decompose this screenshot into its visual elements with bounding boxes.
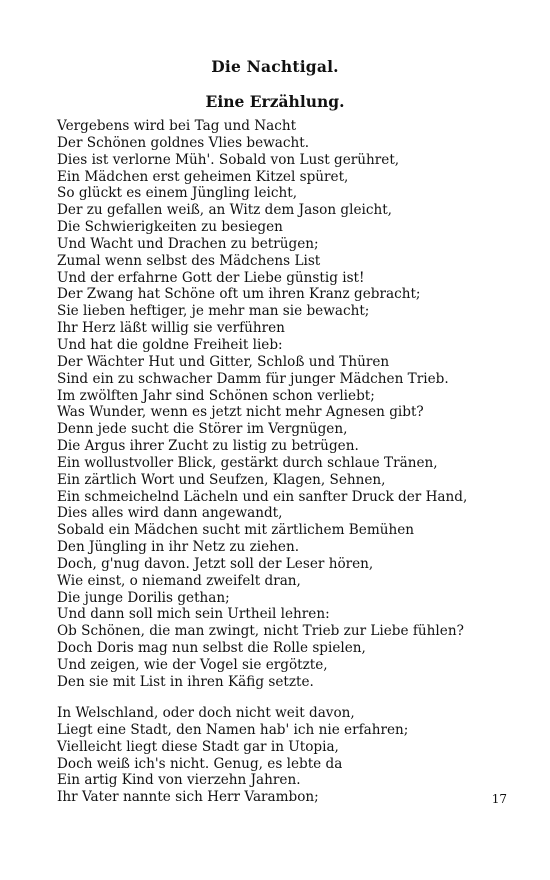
stanza-2 [57,705,530,806]
verse-line: Den Jüngling in ihr Netz zu ziehen. [57,539,300,556]
verse-line: Dies alles wird dann angewandt, [57,505,283,522]
verse-line: Die Schwierigkeiten zu besiegen [57,219,283,236]
verse-line: Wie einst, o niemand zweifelt dran, [57,572,301,589]
verse-line: Ein artig Kind von vierzehn Jahren. [57,772,301,789]
verse-line: Liegt eine Stadt, den Namen hab' ich nie erfahren; [57,721,409,738]
verse-line: Sind ein zu schwacher Damm für junger Mädchen Trieb. [57,370,449,387]
verse-line: Und hat die goldne Freiheit lieb: [57,336,283,353]
verse-line: Und dann soll mich sein Urtheil lehren: [57,606,330,623]
verse-line: Denn jede sucht die Störer im Vergnügen, [57,421,348,438]
verse-line: Ihr Herz läßt willig sie verführen [57,320,285,337]
verse-line: Ein zärtlich Wort und Seufzen, Klagen, Sehnen, [57,471,386,488]
verse-line: Der zu gefallen weiß, an Witz dem Jason gleicht, [57,202,392,219]
verse-line: Die Argus ihrer Zucht zu listig zu betrügen. [57,438,359,455]
verse-line: Und Wacht und Drachen zu betrügen; [57,235,319,252]
poem-subtitle: Eine Erzählung. [205,92,345,111]
verse-line: Und der erfahrne Gott der Liebe günstig ist! [57,269,365,286]
verse-line: Vielleicht liegt diese Stadt gar in Utopia, [57,738,339,755]
verse-line: Ein schmeichelnd Lächeln und ein sanfter Druck der Hand, [57,488,468,505]
verse-line: Ob Schönen, die man zwingt, nicht Trieb zur Liebe fühlen? [57,623,464,640]
poem-title: Die Nachtigal. [211,57,339,76]
verse-line: Zumal wenn selbst des Mädchens List [57,252,321,269]
verse-line: Die junge Dorilis gethan; [57,589,230,606]
verse-line: Doch Doris mag nun selbst die Rolle spielen, [57,640,366,657]
verse-line: So glückt es einem Jüngling leicht, [57,185,298,202]
verse-line: Was Wunder, wenn es jetzt nicht mehr Agnesen gibt? [57,404,424,421]
verse-line: Sie lieben heftiger, je mehr man sie bewacht; [57,303,370,320]
stanza-1 [57,118,530,691]
verse-line: Doch weiß ich's nicht. Genug, es lebte da [57,755,343,772]
verse-line: Den sie mit List in ihren Käfig setzte. [57,673,314,690]
verse-line: In Welschland, oder doch nicht weit davon, [57,705,355,721]
verse-line: Ihr Vater nannte sich Herr Varambon; [57,789,319,806]
verse-line: Vergebens wird bei Tag und Nacht [57,118,297,134]
verse-line: Dies ist verlorne Müh'. Sobald von Lust gerühret, [57,151,400,168]
verse-line: Im zwölften Jahr sind Schönen schon verliebt; [57,387,375,404]
verse-line: Der Schönen goldnes Vlies bewacht. [57,134,310,151]
page-number: 17 [491,792,507,806]
verse-line: Der Zwang hat Schöne oft um ihren Kranz gebracht; [57,286,421,303]
verse-line: Sobald ein Mädchen sucht mit zärtlichem Bemühen [57,522,415,539]
verse-line: Ein Mädchen erst geheimen Kitzel spüret, [57,168,349,185]
verse-line: Der Wächter Hut und Gitter, Schloß und Thüren [57,353,390,370]
verse-line: Doch, g'nug davon. Jetzt soll der Leser hören, [57,555,374,572]
verse-line: Ein wollustvoller Blick, gestärkt durch schlaue Tränen, [57,454,438,471]
verse-line: Und zeigen, wie der Vogel sie ergötzte, [57,657,328,673]
